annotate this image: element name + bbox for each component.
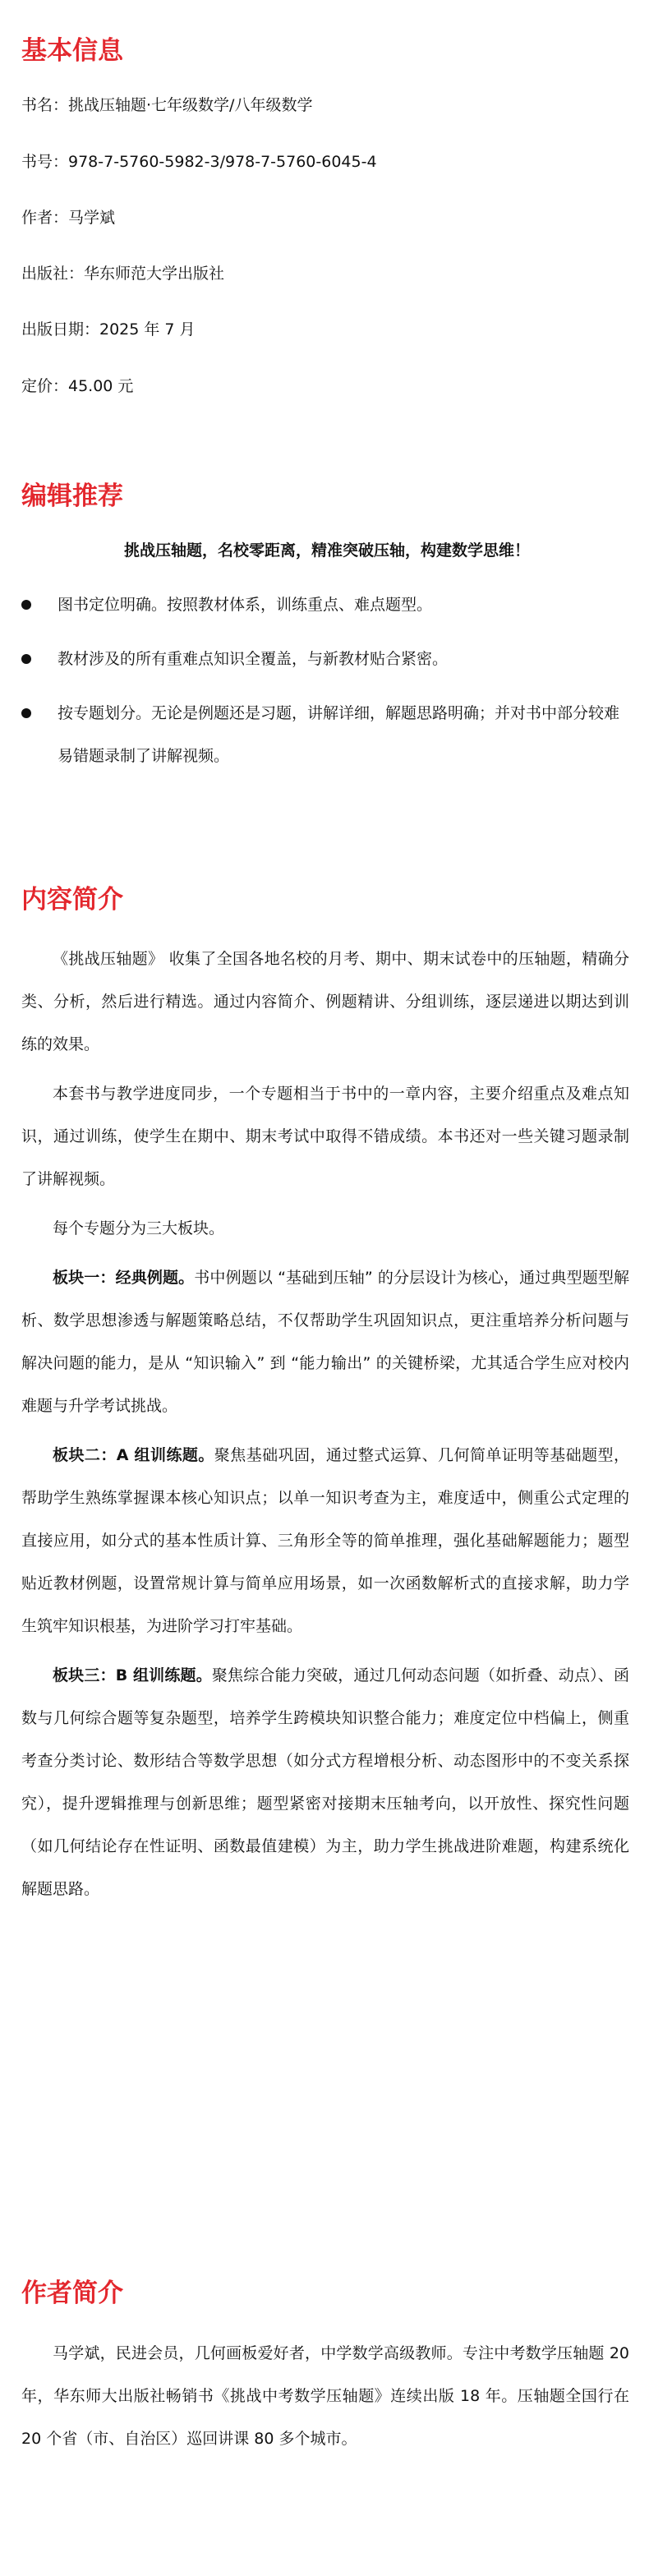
summary-paragraph-3: 每个专题分为三大板块。 (53, 1219, 225, 1237)
author-intro-title: 作者简介 (21, 2279, 123, 2308)
block-2-label: 板块二：A 组训练题。 (53, 1446, 214, 1464)
summary-paragraph-2: 本套书与教学进度同步，一个专题相当于书中的一章内容，主要介绍重点及难点知识，通过训练，使学生在期中、期末考试中取得不错成绩。本书还对一些关键习题录制了讲解视频。 (21, 1085, 629, 1188)
list-item-text: 教材涉及的所有重难点知识全覆盖，与新教材贴合紧密。 (58, 650, 449, 668)
recommend-title: 编辑推荐 (21, 482, 123, 511)
list-item (21, 583, 629, 626)
book-name: 书名：挑战压轴题·七年级数学/八年级数学 (21, 96, 313, 114)
list-item-text: 按专题划分。无论是例题还是习题，讲解详细，解题思路明确；并对书中部分较难易错题录制了讲解视频。 (58, 704, 620, 765)
recommend-headline: 挑战压轴题，名校零距离，精准突破压轴，构建数学思维！ (123, 541, 530, 560)
summary-block-2 (21, 1434, 629, 1647)
summary-block-1 (21, 1256, 629, 1427)
block-3-text: 聚焦综合能力突破，通过几何动态问题（如折叠、动点）、函数与几何综合题等复杂题型，培养学生跨模块知识整合能力；难度定位中档偏上，侧重考查分类讨论、数形结合等数学思想（如分式方程增根分析、动态图形中的不变关系探究），提升逻辑推理与创新思维；题型紧密对接期末压轴考向，以开放性、探究性问题（如几何结论存在性证明、函数最值建模）为主，助力学生挑战进阶难题，构建系统化解题思路。 (21, 1666, 629, 1898)
publisher: 出版社：华东师范大学出版社 (21, 265, 225, 283)
author-intro-paragraph: 马学斌，民进会员，几何画板爱好者，中学数学高级教师。专注中考数学压轴题 20 年，华东师大出版社畅销书《挑战中考数学压轴题》连续出版 18 年。压轴题全国行在 20 个省（市、自治区）巡回讲课 80 多个城市。 (21, 2344, 629, 2448)
bullet-dot-icon (21, 708, 31, 718)
isbn: 书号：978-7-5760-5982-3/978-7-5760-6045-4 (21, 153, 377, 171)
block-3-label: 板块三：B 组训练题。 (53, 1666, 212, 1684)
pub-date: 出版日期：2025 年 7 月 (21, 320, 196, 339)
block-1-label: 板块一：经典例题。 (53, 1269, 195, 1287)
list-item (21, 692, 629, 777)
summary-block-3 (21, 1654, 629, 1910)
author: 作者：马学斌 (21, 209, 116, 227)
list-item (21, 638, 629, 680)
author-intro-body (21, 2332, 629, 2460)
summary-title: 内容简介 (21, 885, 123, 915)
bullet-dot-icon (21, 600, 31, 610)
bullet-dot-icon (21, 654, 31, 664)
basic-info-title: 基本信息 (21, 36, 123, 66)
block-2-text: 聚焦基础巩固，通过整式运算、几何简单证明等基础题型，帮助学生熟练掌握课本核心知识点；以单一知识考查为主，难度适中，侧重公式定理的直接应用，如分式的基本性质计算、三角形全等的简单推理，强化基础解题能力；题型贴近教材例题，设置常规计算与简单应用场景，如一次函数解析式的直接求解，助力学生筑牢知识根基，为进阶学习打牢基础。 (21, 1446, 629, 1635)
block-1-text: 书中例题以 “基础到压轴” 的分层设计为核心，通过典型题型解析、数学思想渗透与解题策略总结，不仅帮助学生巩固知识点，更注重培养分析问题与解决问题的能力，是从 “知识输入” 到 “能力输出” 的关键桥梁，尤其适合学生应对校内难题与升学考试挑战。 (21, 1269, 629, 1415)
list-item-text: 图书定位明确。按照教材体系，训练重点、难点题型。 (58, 596, 433, 614)
summary-paragraph-1: 《挑战压轴题》 收集了全国各地名校的月考、期中、期末试卷中的压轴题，精确分类、分析，然后进行精选。通过内容简介、例题精讲、分组训练，逐层递进以期达到训练的效果。 (21, 950, 629, 1053)
price: 定价：45.00 元 (21, 377, 134, 395)
summary-body (21, 938, 629, 1910)
recommend-list (21, 583, 629, 777)
